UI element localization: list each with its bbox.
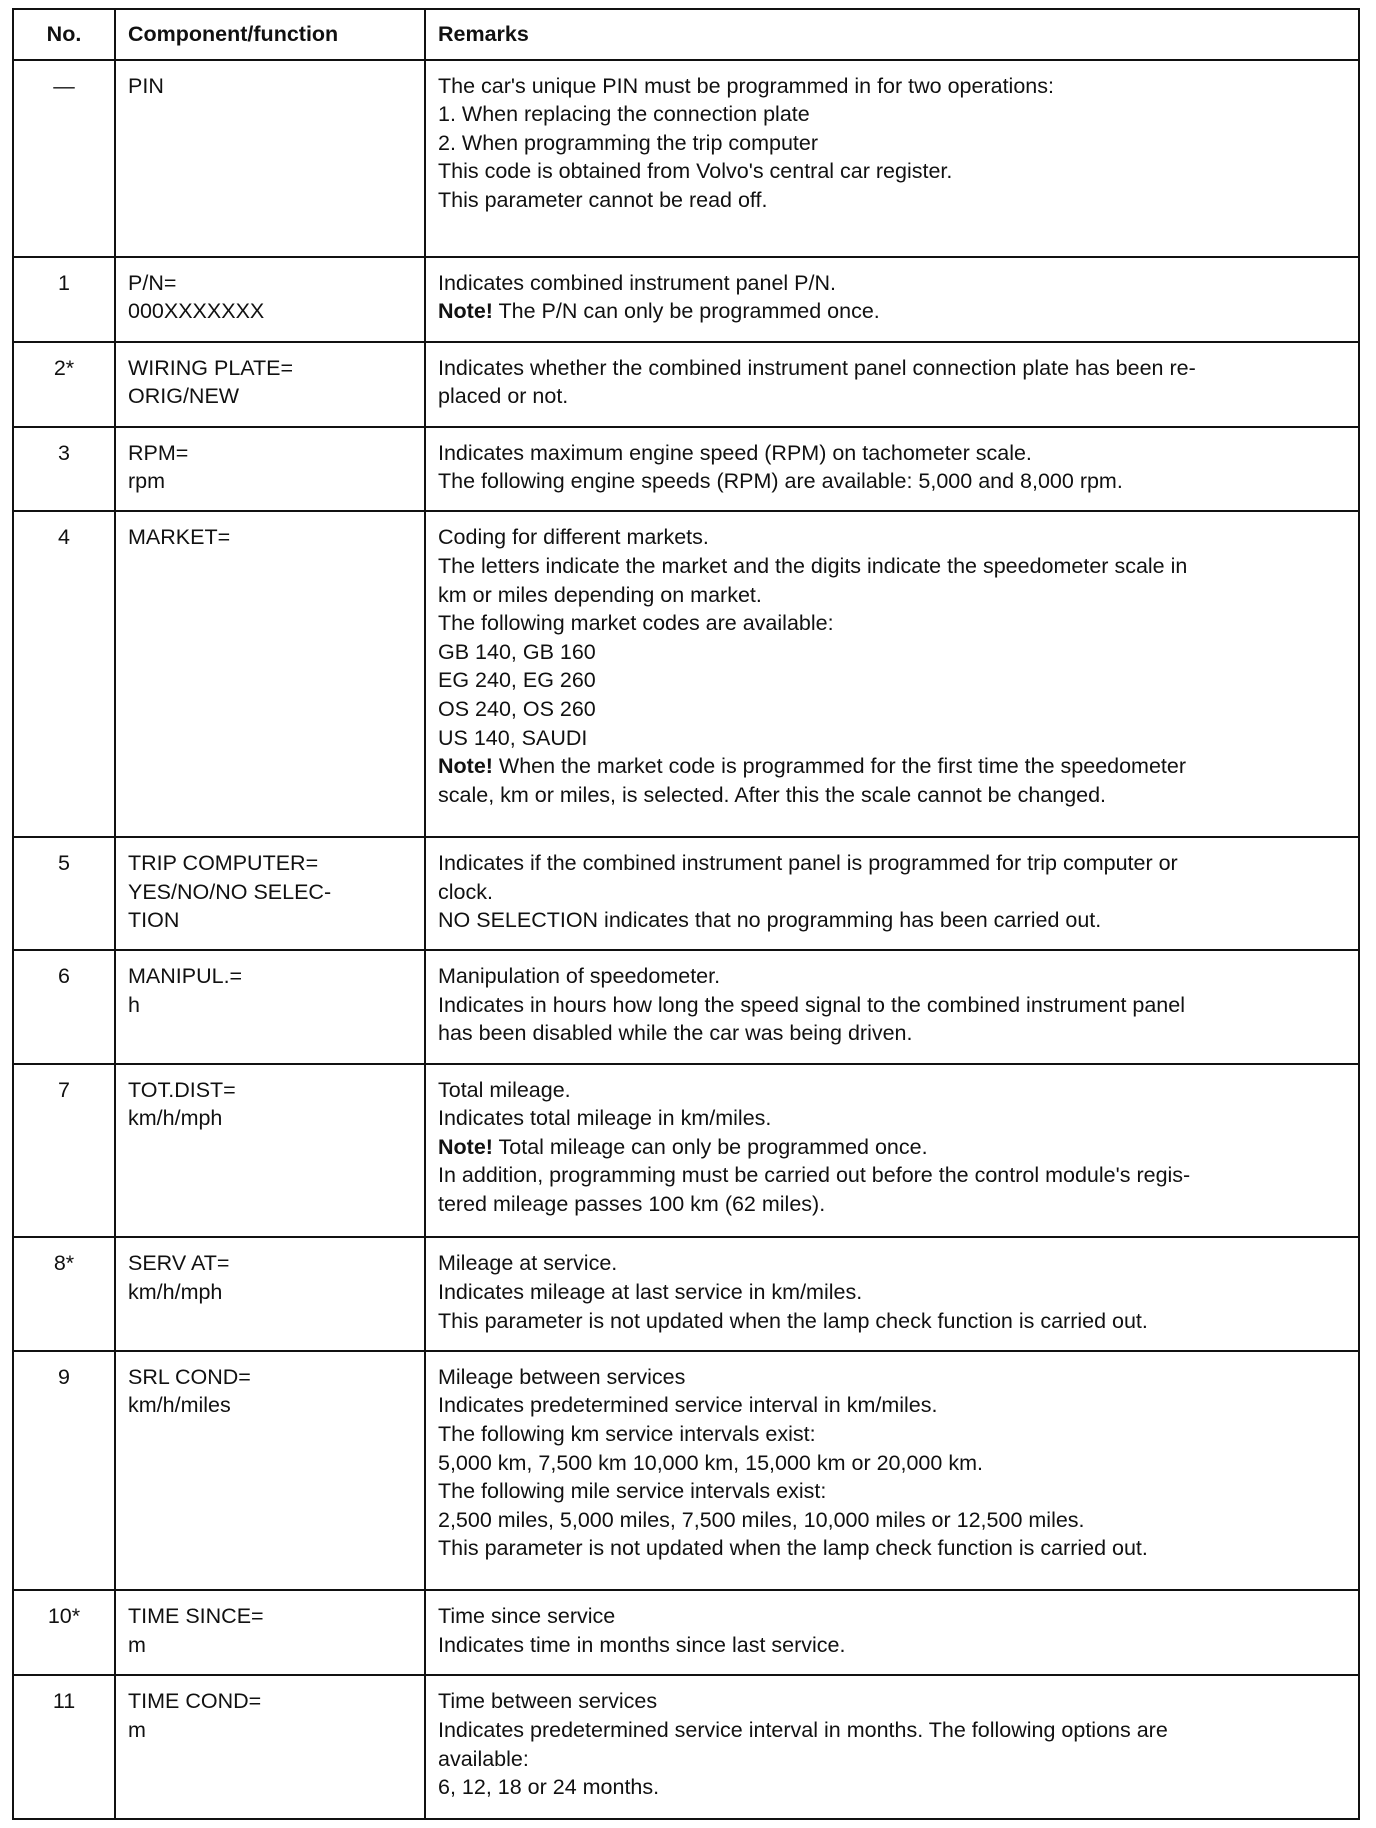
- remark-text: Time since service: [438, 1604, 616, 1629]
- remark-line: [438, 1161, 1346, 1190]
- remark-line: [438, 1104, 1346, 1133]
- remark-line: [438, 1363, 1346, 1392]
- remark-line: [438, 269, 1346, 298]
- remarks-cell: [425, 427, 1359, 512]
- remark-text: The following mile service intervals exist:: [438, 1479, 827, 1504]
- component-line: SRL COND=: [128, 1364, 251, 1389]
- row-number: 7: [13, 1064, 115, 1238]
- remarks-cell: [425, 1675, 1359, 1819]
- remark-line: [438, 382, 1346, 411]
- header-row: [13, 9, 1359, 60]
- remark-line: [438, 752, 1346, 781]
- remark-text: This parameter is not updated when the lamp check function is carried out.: [438, 1536, 1148, 1561]
- table-row: [13, 1237, 1359, 1350]
- remark-text: The following engine speeds (RPM) are available: 5,000 and 8,000 rpm.: [438, 469, 1123, 494]
- remark-line: [438, 1773, 1346, 1802]
- remark-line: [438, 1716, 1346, 1745]
- remark-text: EG 240, EG 260: [438, 668, 596, 693]
- remark-line: [438, 552, 1346, 581]
- row-number: 10*: [13, 1590, 115, 1675]
- note-label: Note!: [438, 1134, 493, 1159]
- row-number: —: [13, 60, 115, 257]
- row-number: 6: [13, 950, 115, 1063]
- remark-line: [438, 439, 1346, 468]
- row-number: 1: [13, 257, 115, 342]
- table-row: [13, 1590, 1359, 1675]
- component-line: WIRING PLATE=: [128, 355, 294, 380]
- component-line: RPM=: [128, 440, 189, 465]
- remark-text: Indicates combined instrument panel P/N.: [438, 270, 836, 295]
- table-row: [13, 837, 1359, 950]
- remark-text: This parameter is not updated when the lamp check function is carried out.: [438, 1308, 1148, 1333]
- remark-line: [438, 1019, 1346, 1048]
- remark-text: Indicates predetermined service interval in months. The following options are: [438, 1717, 1168, 1742]
- remark-line: [438, 781, 1346, 810]
- table-row: [13, 1675, 1359, 1819]
- component-line: ORIG/NEW: [128, 384, 240, 409]
- row-number: 3: [13, 427, 115, 512]
- component-line: TION: [128, 908, 180, 933]
- component-line: TIME SINCE=: [128, 1604, 264, 1629]
- remark-text: OS 240, OS 260: [438, 696, 596, 721]
- remark-line: [438, 1391, 1346, 1420]
- table-row: [13, 950, 1359, 1063]
- remark-line: [438, 962, 1346, 991]
- remark-text: In addition, programming must be carried out before the control module's regis-: [438, 1163, 1191, 1188]
- remark-text: Mileage between services: [438, 1364, 686, 1389]
- component-line: km/h/mph: [128, 1106, 223, 1131]
- remark-text: Time between services: [438, 1689, 658, 1714]
- remark-text: 2. When programming the trip computer: [438, 130, 818, 155]
- remark-line: [438, 638, 1346, 667]
- remark-text: Indicates in hours how long the speed signal to the combined instrument panel: [438, 992, 1185, 1017]
- remark-line: [438, 1534, 1346, 1563]
- table-row: [13, 1064, 1359, 1238]
- remarks-cell: [425, 1351, 1359, 1591]
- table-body: [13, 60, 1359, 1819]
- component-line: PIN: [128, 73, 164, 98]
- remark-text: This code is obtained from Volvo's central car register.: [438, 159, 953, 184]
- component-cell: [115, 837, 425, 950]
- note-label: Note!: [438, 299, 493, 324]
- component-line: TRIP COMPUTER=: [128, 851, 319, 875]
- remark-text: Indicates mileage at last service in km/miles.: [438, 1280, 863, 1305]
- remark-line: [438, 724, 1346, 753]
- remark-text: NO SELECTION indicates that no programming has been carried out.: [438, 908, 1102, 933]
- table-row: [13, 342, 1359, 427]
- remark-text: Indicates maximum engine speed (RPM) on tachometer scale.: [438, 440, 1032, 465]
- remark-text: clock.: [438, 879, 493, 904]
- remarks-cell: [425, 342, 1359, 427]
- remark-line: [438, 1420, 1346, 1449]
- note-label: Note!: [438, 754, 493, 779]
- remark-text: available:: [438, 1746, 529, 1771]
- remark-text: Indicates total mileage in km/miles.: [438, 1106, 772, 1131]
- component-line: MANIPUL.=: [128, 964, 243, 989]
- remark-line: [438, 1133, 1346, 1162]
- component-line: km/h/mph: [128, 1280, 223, 1305]
- remark-text: 1. When replacing the connection plate: [438, 102, 810, 127]
- row-number: 9: [13, 1351, 115, 1591]
- remark-line: [438, 1602, 1346, 1631]
- remark-text: km or miles depending on market.: [438, 582, 762, 607]
- parameter-table: [12, 8, 1360, 1820]
- remark-line: [438, 1076, 1346, 1105]
- remarks-cell: [425, 257, 1359, 342]
- remark-text: Indicates time in months since last service.: [438, 1633, 846, 1658]
- remark-line: [438, 100, 1346, 129]
- remark-line: [438, 1249, 1346, 1278]
- remark-text: Indicates if the combined instrument panel is programmed for trip computer or: [438, 851, 1178, 875]
- remark-text: The following market codes are available:: [438, 611, 834, 636]
- remark-text: 6, 12, 18 or 24 months.: [438, 1775, 660, 1800]
- table-row: [13, 427, 1359, 512]
- remark-line: [438, 1687, 1346, 1716]
- remark-text: This parameter cannot be read off.: [438, 187, 768, 212]
- remark-line: [438, 609, 1346, 638]
- remark-line: [438, 1745, 1346, 1774]
- remark-text: 5,000 km, 7,500 km 10,000 km, 15,000 km or 20,000 km.: [438, 1450, 983, 1475]
- remark-text: tered mileage passes 100 km (62 miles).: [438, 1191, 826, 1216]
- component-line: m: [128, 1633, 146, 1658]
- remark-text: Indicates whether the combined instrument panel connection plate has been re-: [438, 355, 1196, 380]
- header-no: No.: [13, 9, 115, 60]
- remark-line: [438, 1449, 1346, 1478]
- remark-line: [438, 1631, 1346, 1660]
- component-line: h: [128, 992, 140, 1017]
- component-cell: [115, 1590, 425, 1675]
- remark-line: [438, 1278, 1346, 1307]
- component-line: MARKET=: [128, 525, 231, 550]
- remark-text: Coding for different markets.: [438, 525, 709, 550]
- remark-line: [438, 906, 1346, 935]
- component-cell: [115, 257, 425, 342]
- row-number: 8*: [13, 1237, 115, 1350]
- remarks-cell: [425, 511, 1359, 837]
- row-number: 4: [13, 511, 115, 837]
- remark-line: [438, 129, 1346, 158]
- component-cell: [115, 511, 425, 837]
- remark-text: placed or not.: [438, 384, 569, 409]
- row-number: 5: [13, 837, 115, 950]
- remark-line: [438, 467, 1346, 496]
- remark-line: [438, 1477, 1346, 1506]
- remark-text: The P/N can only be programmed once.: [492, 299, 880, 324]
- component-cell: [115, 1237, 425, 1350]
- remark-line: [438, 581, 1346, 610]
- remark-text: When the market code is programmed for the first time the speedometer: [492, 754, 1187, 779]
- remark-line: [438, 1190, 1346, 1219]
- table-row: [13, 511, 1359, 837]
- remark-line: [438, 695, 1346, 724]
- remark-text: 2,500 miles, 5,000 miles, 7,500 miles, 10,000 miles or 12,500 miles.: [438, 1507, 1085, 1532]
- component-cell: [115, 1675, 425, 1819]
- remarks-cell: [425, 1064, 1359, 1238]
- remark-text: The letters indicate the market and the digits indicate the speedometer scale in: [438, 554, 1188, 579]
- remark-text: Total mileage.: [438, 1077, 571, 1102]
- remark-line: [438, 878, 1346, 907]
- component-cell: [115, 60, 425, 257]
- remark-text: The following km service intervals exist:: [438, 1421, 816, 1446]
- component-line: TOT.DIST=: [128, 1077, 236, 1102]
- remark-text: GB 140, GB 160: [438, 639, 596, 664]
- component-line: km/h/miles: [128, 1393, 231, 1418]
- remark-line: [438, 157, 1346, 186]
- component-line: 000XXXXXXX: [128, 299, 265, 324]
- component-line: P/N=: [128, 270, 177, 295]
- component-cell: [115, 1064, 425, 1238]
- table-row: [13, 257, 1359, 342]
- remark-line: [438, 1307, 1346, 1336]
- remark-text: The car's unique PIN must be programmed in for two operations:: [438, 73, 1054, 98]
- remark-text: scale, km or miles, is selected. After this the scale cannot be changed.: [438, 782, 1107, 807]
- remark-line: [438, 186, 1346, 215]
- component-line: m: [128, 1717, 146, 1742]
- component-line: SERV AT=: [128, 1251, 230, 1276]
- remarks-cell: [425, 1237, 1359, 1350]
- component-cell: [115, 1351, 425, 1591]
- component-line: rpm: [128, 469, 166, 494]
- remark-text: Total mileage can only be programmed once.: [492, 1134, 928, 1159]
- table-row: [13, 1351, 1359, 1591]
- component-line: YES/NO/NO SELEC-: [128, 879, 332, 904]
- row-number: 2*: [13, 342, 115, 427]
- row-number: 11: [13, 1675, 115, 1819]
- component-cell: [115, 950, 425, 1063]
- remark-line: [438, 849, 1346, 878]
- remark-text: Indicates predetermined service interval in km/miles.: [438, 1393, 938, 1418]
- remarks-cell: [425, 837, 1359, 950]
- table-row: [13, 60, 1359, 257]
- remark-line: [438, 523, 1346, 552]
- remarks-cell: [425, 950, 1359, 1063]
- remark-text: Mileage at service.: [438, 1251, 618, 1276]
- remark-line: [438, 297, 1346, 326]
- remark-line: [438, 1506, 1346, 1535]
- remark-line: [438, 72, 1346, 101]
- remark-text: has been disabled while the car was being driven.: [438, 1021, 913, 1046]
- document-page: [12, 8, 1360, 1820]
- remarks-cell: [425, 60, 1359, 257]
- component-line: TIME COND=: [128, 1689, 262, 1714]
- header-component: Component/function: [115, 9, 425, 60]
- remark-text: US 140, SAUDI: [438, 725, 588, 750]
- header-remarks: Remarks: [425, 9, 1359, 60]
- remark-text: Manipulation of speedometer.: [438, 964, 721, 989]
- component-cell: [115, 427, 425, 512]
- remarks-cell: [425, 1590, 1359, 1675]
- component-cell: [115, 342, 425, 427]
- remark-line: [438, 354, 1346, 383]
- remark-line: [438, 666, 1346, 695]
- remark-line: [438, 991, 1346, 1020]
